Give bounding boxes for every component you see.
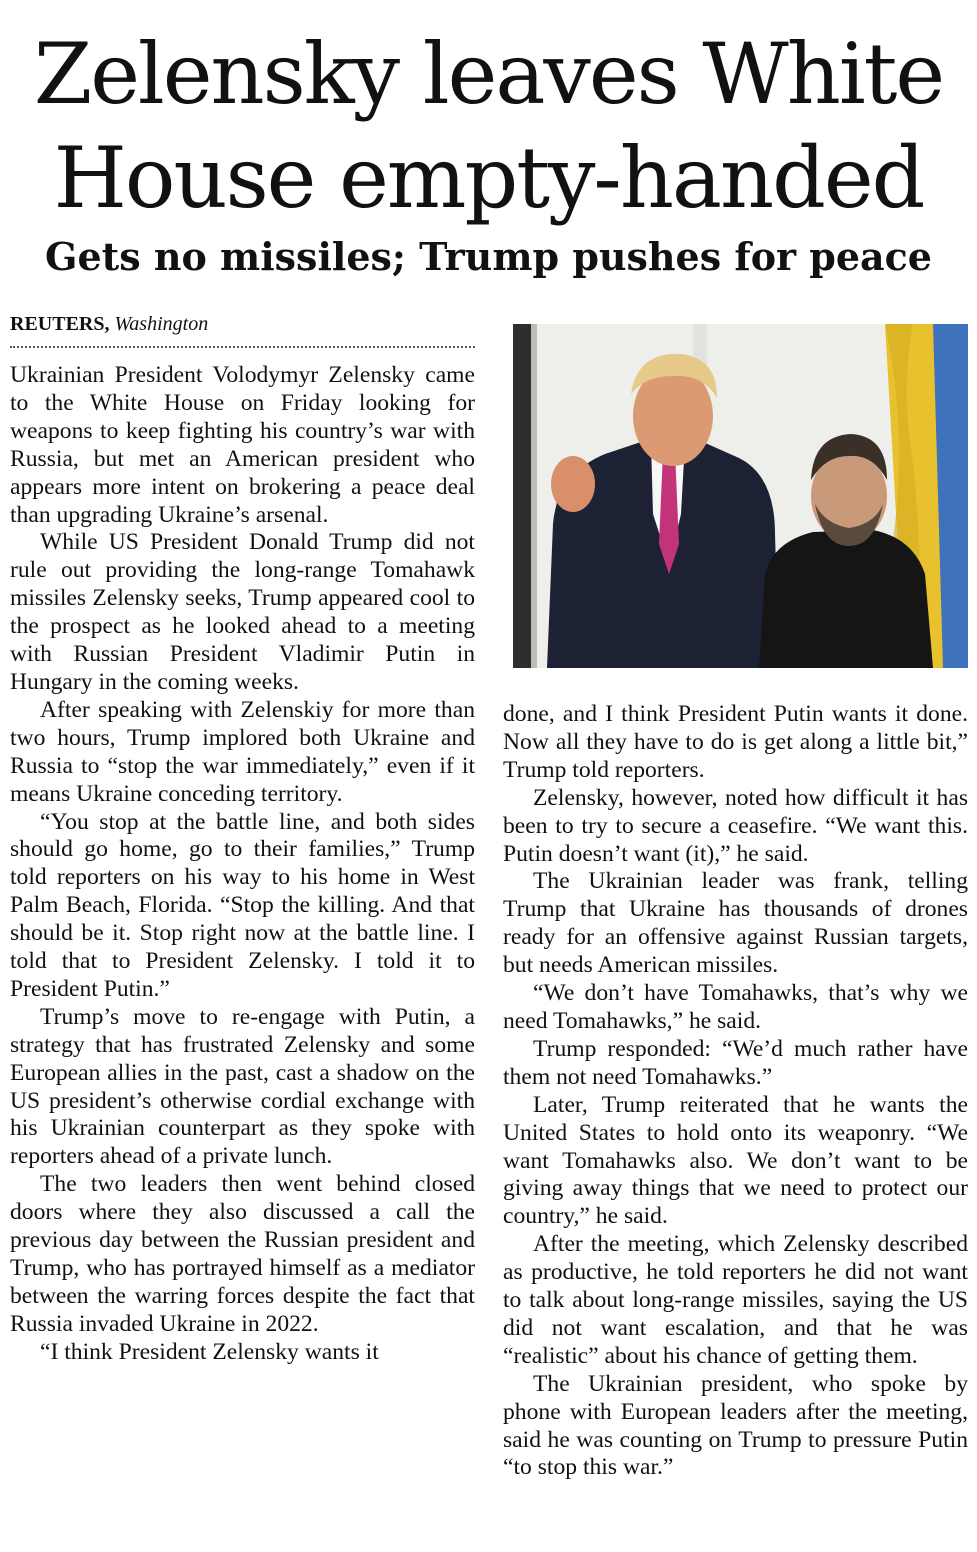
byline-location: Washington [114,313,209,335]
article-column-2 [503,701,968,1482]
article-column-1 [10,362,475,1367]
headline-line-2: House empty-handed [53,129,924,227]
headline-line-1: Zelensky leaves White [33,25,944,123]
paragraph: The Ukrainian president, who spoke by phone with European leaders after the meeting, said he was counting on Trump to pressure Putin “to stop this war.” [503,1370,968,1481]
paragraph: Trump’s move to re-engage with Putin, a strategy that has frustrated Zelensky and some European allies in the past, cast a shadow on the US president’s otherwise cordial exchange with his Ukrainian counterpart as they spoke with reporters ahead of a private lunch. [10,1003,475,1170]
paragraph: “We don’t have Tomahawks, that’s why we need Tomahawks,” he said. [503,980,968,1034]
paragraph: Later, Trump reiterated that he wants the United States to hold onto its weaponry. “We want Tomahawks also. We don’t want to be giving away things that we need to protect our country,” he said. [503,1091,968,1230]
paragraph: “I think President Zelensky wants it [40,1338,379,1365]
news-photo [513,324,968,668]
paragraph: Trump responded: “We’d much rather have them not need Tomahawks.” [503,1035,968,1090]
paragraph: After the meeting, which Zelensky described as productive, he told reporters he did not want to talk about long-range missiles, saying the US did not want escalation, and that he was “realistic” about his chance of getting them. [503,1231,968,1369]
paragraph: done, and I think President Putin wants it done. Now all they have to do is get along a little bit,” Trump told reporters. [503,701,968,783]
paragraph: After speaking with Zelenskiy for more than two hours, Trump implored both Ukraine and Russia to “stop the war immediately,” even if it means Ukraine conceding territory. [10,696,475,807]
byline-agency: REUTERS, [10,313,110,335]
paragraph: “You stop at the battle line, and both sides should go home, go to their families,” Trump told reporters on his way to his home in West Palm Beach, Florida. “Stop the killing. And that should be it. Stop right now at the battle line. I told that to President Zelensky. I told it to President Putin.” [10,808,475,1002]
subheadline: Gets no missiles; Trump pushes for peace [45,234,932,279]
paragraph: Ukrainian President Volodymyr Zelensky came to the White House on Friday looking for weapons to keep fighting his country’s war with Russia, but met an American president who appears more intent on brokering a peace deal than upgrading Ukraine’s arsenal. [10,362,475,528]
paragraph: Zelensky, however, noted how difficult it has been to try to secure a ceasefire. “We want this. Putin doesn’t want (it),” he said. [503,784,968,867]
headline [0,22,977,230]
paragraph: While US President Donald Trump did not rule out providing the long-range Tomahawk missiles Zelensky seeks, Trump appeared cool to the prospect as he looked ahead to a meeting with Russian President Vladimir Putin in Hungary in the coming weeks. [10,529,475,695]
byline [10,310,475,348]
photo-illustration [513,324,968,668]
paragraph: The Ukrainian leader was frank, telling Trump that Ukraine has thousands of drones ready for an offensive against Russian targets, but needs American missiles. [503,868,968,979]
paragraph: The two leaders then went behind closed doors where they also discussed a call the previous day between the Russian president and Trump, who has portrayed himself as a mediator between the warring forces despite the fact that Russia invaded Ukraine in 2022. [10,1171,475,1337]
